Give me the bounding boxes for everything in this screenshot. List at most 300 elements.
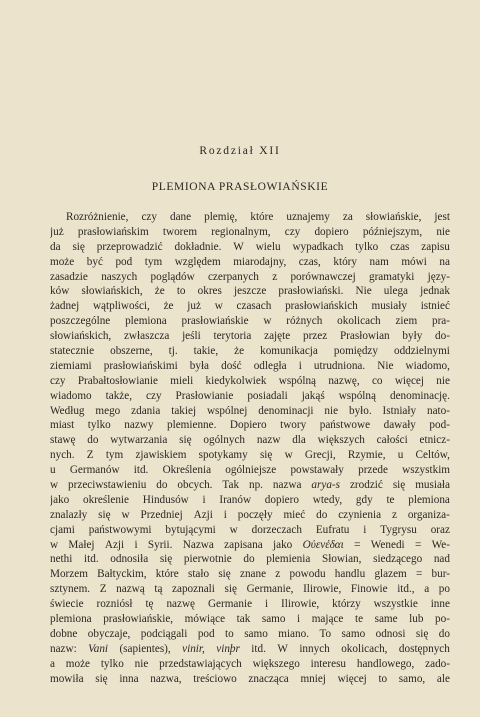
word: przede (358, 464, 388, 477)
word: z (391, 508, 397, 521)
word: Azji (193, 508, 213, 521)
word: języ- (427, 270, 450, 283)
word: prasłowiańskie, (103, 613, 174, 626)
word: tj. (168, 345, 178, 358)
word: przeciwstawieniu (68, 479, 147, 492)
word: sztynem. (50, 583, 91, 596)
text-line (50, 582, 450, 597)
word: samo, (398, 672, 426, 685)
word: się (224, 583, 237, 596)
word: glazem (374, 568, 407, 581)
word: jako (273, 538, 293, 551)
word: Rozróżnienie, (66, 211, 129, 223)
word: Wenedi (370, 538, 405, 551)
word: jakąś (301, 389, 325, 402)
word: ków (50, 285, 70, 298)
word: się (392, 479, 406, 492)
word: tym (144, 255, 163, 268)
word: Istniały (382, 404, 417, 417)
word: handlowego, (356, 657, 415, 670)
word: cjami (50, 523, 75, 536)
body-text (50, 210, 450, 687)
word: spotykamy (198, 449, 248, 462)
word: Ilirowie, (303, 583, 342, 596)
word: a (50, 657, 55, 670)
word: pomiędzy (333, 345, 378, 358)
word: ale (436, 672, 450, 685)
word: oraz (430, 523, 450, 536)
word: odnosiła (110, 553, 149, 566)
word: zrodzić (349, 479, 383, 492)
word: handlu (334, 568, 366, 581)
word: musiały (371, 300, 407, 313)
word: gramatyki (368, 270, 415, 283)
text-line (50, 612, 450, 627)
word: dla (292, 434, 306, 447)
word: plemiona (408, 493, 450, 506)
word: statecznie (50, 345, 95, 358)
word: stało (187, 568, 210, 581)
word: zado- (425, 657, 450, 670)
word: interesu (310, 657, 347, 670)
word: po- (435, 613, 450, 626)
word: vinþr (216, 642, 240, 655)
word: już (187, 300, 201, 313)
word: zapisu (421, 240, 450, 253)
word: mówiące (184, 613, 226, 626)
word: wypadkach (292, 240, 344, 253)
text-line (50, 463, 450, 478)
word: zapisana (224, 538, 263, 551)
word: jeszcze (234, 285, 267, 298)
word: treściowo (193, 672, 237, 685)
word: i (297, 613, 301, 626)
word: plemię, (204, 211, 238, 223)
word: więcej (337, 672, 367, 685)
word: takiej (171, 404, 197, 417)
word: W (277, 642, 288, 655)
word: (sapientes), (119, 642, 171, 655)
text-line (50, 418, 450, 433)
word: obcych. (177, 479, 213, 492)
word: dawały (383, 419, 416, 432)
word: wspólnej (206, 404, 248, 417)
word: się (95, 672, 108, 685)
text-line (50, 597, 450, 612)
word: tylko (355, 240, 379, 253)
word: się (415, 627, 429, 640)
word: utrudniona. (313, 359, 366, 372)
word: także, (105, 389, 133, 402)
word: z (272, 270, 278, 283)
word: poszczególne (50, 315, 111, 328)
word: okres (197, 285, 222, 298)
text-line (50, 657, 450, 672)
word: bur- (431, 568, 450, 581)
word: u (397, 449, 404, 462)
word: do (438, 627, 450, 640)
word: czy (146, 389, 162, 402)
word: mówi (401, 255, 427, 268)
word: znacząca (248, 672, 289, 685)
word: się (159, 553, 173, 566)
word: poglądów (150, 270, 195, 283)
word: w (284, 449, 293, 462)
word: pra- (431, 315, 450, 328)
word: prasłowiańskim (77, 225, 149, 238)
word: z (275, 568, 281, 581)
word: odnosi (375, 627, 406, 640)
word: zapoznali (172, 583, 215, 596)
word: dobne (50, 627, 78, 640)
word: znalazły (50, 508, 88, 521)
word: Germanie (207, 598, 253, 611)
word: takie, (193, 345, 219, 358)
word: komunikacja (260, 345, 318, 358)
word: prasłowiańskich (285, 300, 358, 313)
word: nie (324, 404, 339, 417)
word: naszych (101, 270, 138, 283)
word: nazw (256, 434, 281, 447)
word: Prasłowianie (175, 389, 234, 402)
text-line (50, 374, 450, 389)
word: w (121, 508, 130, 521)
word: były (402, 330, 423, 343)
text-line (50, 493, 450, 508)
word: pierwotnie (183, 553, 232, 566)
word: wytwarzania (110, 434, 168, 447)
text-line (50, 314, 450, 329)
word: Z (99, 583, 107, 596)
text-line (50, 642, 450, 657)
word: późniejszym, (362, 225, 423, 238)
word: plemiona (50, 613, 92, 626)
word: przeprowadzić (96, 240, 163, 253)
word: Słowian, (321, 553, 362, 566)
text-line (50, 567, 450, 582)
word: kiedykolwiek (205, 374, 267, 387)
word: itd. (251, 642, 266, 655)
word: te (386, 493, 395, 506)
text-line (50, 404, 450, 419)
word: to (225, 627, 234, 640)
word: siedzącego (373, 553, 423, 566)
chapter-label: Rozdział XII (199, 145, 281, 157)
word: czy (284, 225, 301, 238)
word: wspólną (338, 389, 376, 402)
word: wszystkie (373, 598, 418, 611)
word: W (233, 240, 244, 253)
word: np. (248, 479, 263, 492)
word: w (229, 523, 238, 536)
word: znane (239, 568, 267, 581)
word: tym (105, 449, 124, 462)
word: plemienia (266, 553, 311, 566)
word: dopiero (314, 225, 349, 238)
word: ulega (383, 285, 409, 298)
word: się (259, 449, 273, 462)
word: nie (134, 657, 149, 670)
word: plemiona (125, 315, 167, 328)
word: Według (50, 404, 85, 417)
word: się (179, 434, 192, 447)
word: te (354, 613, 364, 626)
word: i (134, 538, 138, 551)
word: czynienia (338, 508, 382, 521)
word: Germanie, (246, 583, 294, 596)
word: nie (436, 374, 450, 387)
word: tak (236, 613, 251, 626)
word: czasach (236, 300, 272, 313)
word: same (374, 613, 398, 626)
word: Małej (68, 538, 95, 551)
word: do (87, 434, 99, 447)
word: nam (369, 255, 389, 268)
word: dość (221, 359, 242, 372)
word: państwowymi (88, 523, 152, 536)
word: nazwa (272, 479, 302, 492)
word: może (65, 657, 91, 670)
word: mowiła (50, 672, 84, 685)
word: do (243, 553, 255, 566)
word: zdania (131, 404, 161, 417)
word: Morzem (50, 568, 88, 581)
word: czy (50, 374, 66, 387)
word: po (438, 583, 450, 596)
word: wielu (255, 240, 281, 253)
word: w (50, 538, 59, 551)
word: tylko (87, 419, 111, 432)
word: miarodajny, (233, 255, 287, 268)
word: oddzielnymi (393, 345, 450, 358)
word: ziemiami (50, 359, 92, 372)
word: przez (302, 330, 328, 343)
text-line (50, 508, 450, 523)
word: samo (261, 613, 286, 626)
word: inna (119, 672, 139, 685)
word: denominację. (389, 389, 450, 402)
word: = (414, 538, 422, 551)
word: nych. (50, 449, 75, 462)
word: dokładnie. (174, 240, 222, 253)
word: była (189, 359, 210, 372)
word: Ilirowie, (281, 598, 320, 611)
word: nazwą (116, 583, 145, 596)
word: tylko (100, 657, 124, 670)
word: etnicz- (419, 434, 450, 447)
word: itd. (133, 464, 149, 477)
word: mające (311, 613, 344, 626)
word: Syrii. (147, 538, 173, 551)
word: państwowe (319, 419, 371, 432)
word: nethi (50, 553, 73, 566)
word: się (218, 568, 231, 581)
word: Bałtyckim, (97, 568, 147, 581)
word: u (50, 464, 56, 477)
word: nazwy (124, 419, 154, 432)
word: lub (409, 613, 424, 626)
word: którzy (332, 598, 361, 611)
word: czy (141, 211, 157, 223)
word: Iranów (219, 493, 252, 506)
word: wiadomo (50, 389, 92, 402)
word: We- (431, 538, 450, 551)
word: samo (244, 627, 268, 640)
word: nato- (426, 404, 450, 417)
word: które (250, 211, 274, 223)
word: Przedniej (140, 508, 183, 521)
word: nad (433, 553, 450, 566)
word: da (50, 240, 61, 253)
word: pod- (429, 419, 450, 432)
word: Grecji, (304, 449, 336, 462)
word: było. (348, 404, 372, 417)
word: nazwa, (150, 672, 182, 685)
word: pod (197, 627, 215, 640)
word: tą (154, 583, 163, 596)
word: Z (86, 449, 94, 462)
word: w (214, 300, 223, 313)
word: dopiero (264, 493, 299, 506)
word: porównawczej (290, 270, 356, 283)
word: Tygrysu (380, 523, 417, 536)
word: to (378, 672, 388, 685)
text-line (50, 552, 450, 567)
word: = (354, 538, 361, 551)
word: Prabałtosłowianie (77, 374, 158, 387)
word: zasadzie (50, 270, 88, 283)
word: miano. (278, 627, 310, 640)
word: mieć (283, 508, 306, 521)
word: zwłaszcza (123, 330, 170, 343)
word: Celtów, (415, 449, 450, 462)
word: nazwę (166, 598, 196, 611)
text-line (50, 672, 450, 687)
word: ogólnych (203, 434, 246, 447)
text-line (50, 359, 450, 374)
word: się (72, 240, 85, 253)
word: może (50, 255, 75, 268)
word: że (154, 285, 165, 298)
word: podciągali (140, 627, 188, 640)
word: zajęte (264, 330, 291, 343)
word: wątpliwości, (92, 300, 150, 313)
word: i (202, 493, 206, 506)
text-line (50, 448, 450, 463)
word: jest (434, 211, 450, 223)
chapter-title: PLEMIONA PRASŁOWIAŃSKIE (151, 181, 329, 193)
word: co (371, 374, 383, 387)
word: nie (436, 225, 450, 238)
text-line (50, 225, 450, 240)
word: do (316, 508, 328, 521)
word: tworem (162, 225, 198, 238)
text-line (50, 344, 450, 359)
text-line (50, 389, 450, 404)
word: dostępnych (398, 642, 450, 655)
text-line (50, 210, 450, 225)
word: nazwę, (328, 374, 360, 387)
word: czas, (298, 255, 321, 268)
word: Azji (104, 538, 125, 551)
word: itd., (397, 583, 415, 596)
word: = (415, 568, 423, 581)
word: mieli (170, 374, 194, 387)
word: który (333, 255, 357, 268)
word: które (155, 568, 179, 581)
word: wszystkim (402, 464, 450, 477)
word: to (176, 285, 186, 298)
word: większych (317, 434, 365, 447)
word: do- (435, 330, 450, 343)
word: posiadali (247, 389, 288, 402)
text-line (50, 299, 450, 314)
word: Dopiero (229, 419, 267, 432)
word: już (50, 225, 64, 238)
word: więcej (394, 374, 425, 387)
word: prasłowiańskie (181, 315, 249, 328)
word: w (263, 315, 272, 328)
word: prasłowiańskimi (103, 359, 178, 372)
word: odległa (253, 359, 287, 372)
word: mniej (300, 672, 326, 685)
word: samo (341, 627, 366, 640)
word: ogólniejsze (225, 464, 277, 477)
word: jednak (420, 285, 450, 298)
word: Finowie (350, 583, 388, 596)
word: jako (50, 493, 70, 506)
word: i (363, 523, 367, 536)
word: Prasłowian (339, 330, 390, 343)
word: a (424, 583, 430, 596)
word: stawę (50, 434, 76, 447)
word: Nie (377, 359, 394, 372)
word: inne (430, 598, 450, 611)
word: powstawały (290, 464, 344, 477)
word: powodu (289, 568, 326, 581)
word: dane (169, 211, 192, 223)
word: To (319, 627, 332, 640)
word: prasłowiański. (278, 285, 344, 298)
word: być (86, 255, 103, 268)
word: okolicach, (341, 642, 388, 655)
word: terytoria (213, 330, 252, 343)
word: mego (95, 404, 121, 417)
text-line (50, 284, 450, 299)
word: organiza- (407, 508, 450, 521)
text-line (50, 240, 450, 255)
word: bytującymi (165, 523, 216, 536)
text-line (50, 627, 450, 642)
word: obszerne, (110, 345, 153, 358)
word: Rzymie, (347, 449, 386, 462)
word: słowiańskie, (365, 211, 422, 223)
text-line (50, 270, 450, 285)
word: w (50, 479, 59, 492)
word: rozniósł (96, 598, 133, 611)
word: na (439, 255, 450, 268)
word: względem (174, 255, 221, 268)
word: jeśli (182, 330, 201, 343)
word: twory (280, 419, 307, 432)
word: ziem (395, 315, 418, 328)
word: Określenia (162, 464, 212, 477)
word: określenie (83, 493, 129, 506)
word: się (98, 508, 111, 521)
word: że (234, 345, 245, 358)
word: vinir, (182, 642, 205, 655)
word: czerpanych (207, 270, 259, 283)
